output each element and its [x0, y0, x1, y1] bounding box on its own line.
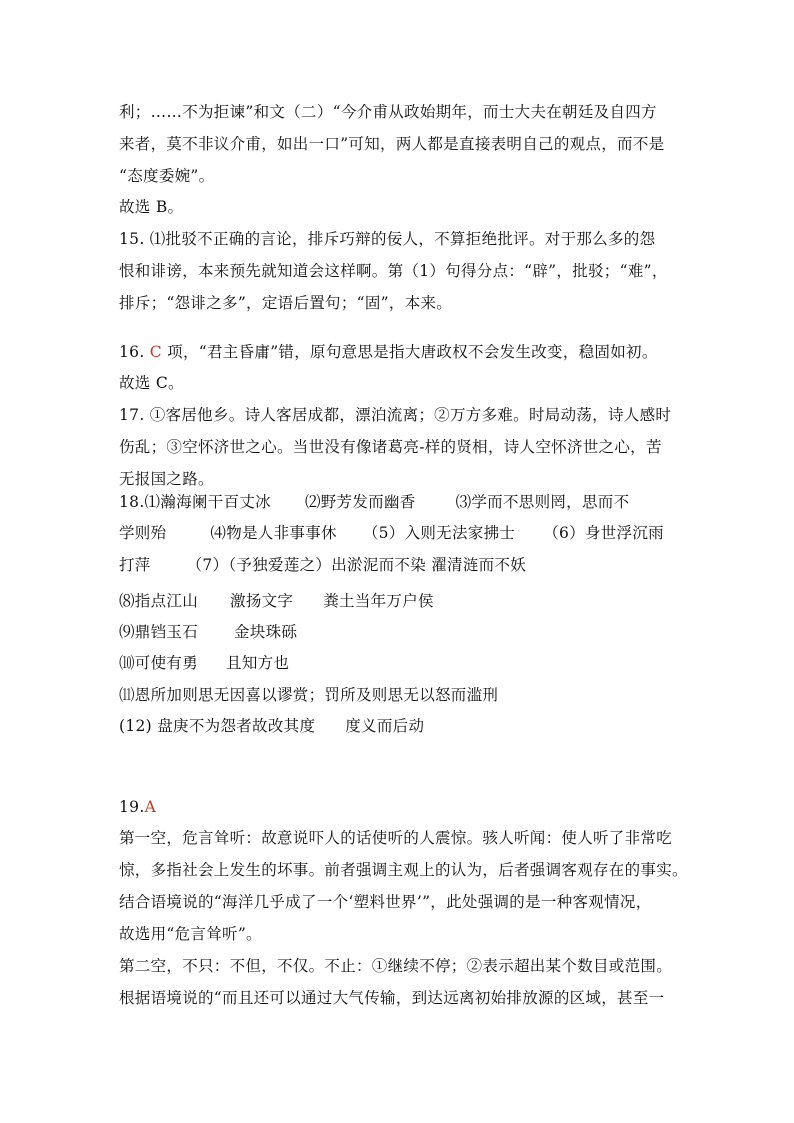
q19-number: 19.	[119, 798, 145, 816]
poem-5: （5）入则无法家拂士	[362, 524, 516, 542]
answer-19-line-3: 结合语境说的“海洋几乎成了一个‘塑料世界’”，此处强调的是一种客观情况，	[119, 893, 652, 911]
poem-1: 18.⑴瀚海阑干百丈冰	[119, 493, 271, 511]
poem-8c: 粪土当年万户侯	[323, 592, 434, 610]
poem-9a: ⑼鼎铛玉石	[119, 623, 199, 641]
q16-option: C	[149, 343, 162, 361]
answer-18-line-8	[119, 716, 699, 736]
answer-15-line-3: 排斥；“怨诽之多”，定语后置句；“固”，本来。	[119, 294, 453, 312]
poem-3: ⑶学而不思则罔，思而不	[455, 493, 630, 511]
answer-18-line-1	[119, 492, 699, 512]
answer-17-line-2: 伤乱；③空怀济世之心。当世没有像诸葛亮-样的贤相，诗人空怀济世之心，苦	[119, 438, 662, 456]
poem-6-cont: 打萍	[119, 556, 151, 574]
poem-3-cont: 学则殆	[119, 524, 167, 542]
q16-number: 16.	[119, 343, 150, 361]
answer-18-line-4	[119, 591, 699, 611]
answer-19-line-1: 第一空，危言耸听：故意说吓人的话使听的人震惊。骇人听闻：使人听了非常吃	[119, 829, 673, 847]
answer-18-line-5	[119, 622, 699, 642]
poem-8b: 激扬文字	[230, 592, 294, 610]
poem-6: （6）身世浮沉雨	[543, 524, 664, 542]
answer-19-line-4: 故选用“危言耸听”。	[119, 925, 262, 943]
poem-2: ⑵野芳发而幽香	[304, 493, 416, 511]
q19-answer: A	[144, 798, 157, 816]
answer-19-line-5: 第二空，不只：不但，不仅。不止：①继续不停；②表示超出某个数目或范围。	[119, 957, 673, 975]
poem-4: ⑷物是人非事事休	[210, 524, 337, 542]
answer-17-line-3: 无报国之路。	[119, 470, 214, 488]
answer-19-line-6: 根据语境说的“而且还可以通过大气传输，到达远离初始排放源的区域，甚至一	[119, 989, 665, 1007]
answer-19-header	[119, 797, 699, 817]
answer-18-line-2	[119, 523, 699, 543]
poem-7: （7）（予独爱莲之）出淤泥而不染 濯清涟而不妖	[186, 556, 527, 574]
text-line: 来者，莫不非议介甫，如出一口”可知，两人都是直接表明自己的观点，而不是	[119, 135, 665, 153]
answer-16-line-2: 故选 C。	[119, 374, 184, 392]
poem-12a: (12) 盘庚不为怨者故改其度	[119, 717, 316, 735]
q16-text: 项，“君主昏庸”错，原句意思是指大唐政权不会发生改变，稳固如初。	[161, 343, 658, 361]
poem-10b: 且知方也	[226, 654, 290, 672]
answer-15-line-1: 15. ⑴批驳不正确的言论，排斥巧辩的佞人，不算拒绝批评。对于那么多的怨	[119, 230, 656, 248]
answer-18-line-3	[119, 555, 699, 575]
answer-18-line-7: ⑾恩所加则思无因喜以谬赏；罚所及则思无以怒而滥刑	[119, 686, 499, 704]
poem-12b: 度义而后动	[345, 717, 425, 735]
answer-18-line-6	[119, 653, 699, 673]
poem-10a: ⑽可使有勇	[119, 654, 199, 672]
answer-16-line-1	[119, 342, 699, 362]
text-line: 利；……不为拒谏”和文（二）“今介甫从政始期年，而士大夫在朝廷及自四方	[119, 103, 657, 121]
text-line: 故选 B。	[119, 198, 184, 216]
answer-17-line-1: 17. ①客居他乡。诗人客居成都，漂泊流离；②万方多难。时局动荡，诗人感时	[119, 406, 672, 424]
answer-19-line-2: 惊，多指社会上发生的坏事。前者强调主观上的认为，后者强调客观存在的事实。	[119, 861, 688, 879]
poem-9b: 金块珠砾	[234, 623, 298, 641]
answer-15-line-2: 恨和诽谤，本来预先就知道会这样啊。第（1）句得分点：“辟”，批驳；“难”，	[119, 262, 668, 280]
poem-8a: ⑻指点江山	[119, 592, 199, 610]
text-line: “态度委婉”。	[119, 167, 215, 185]
